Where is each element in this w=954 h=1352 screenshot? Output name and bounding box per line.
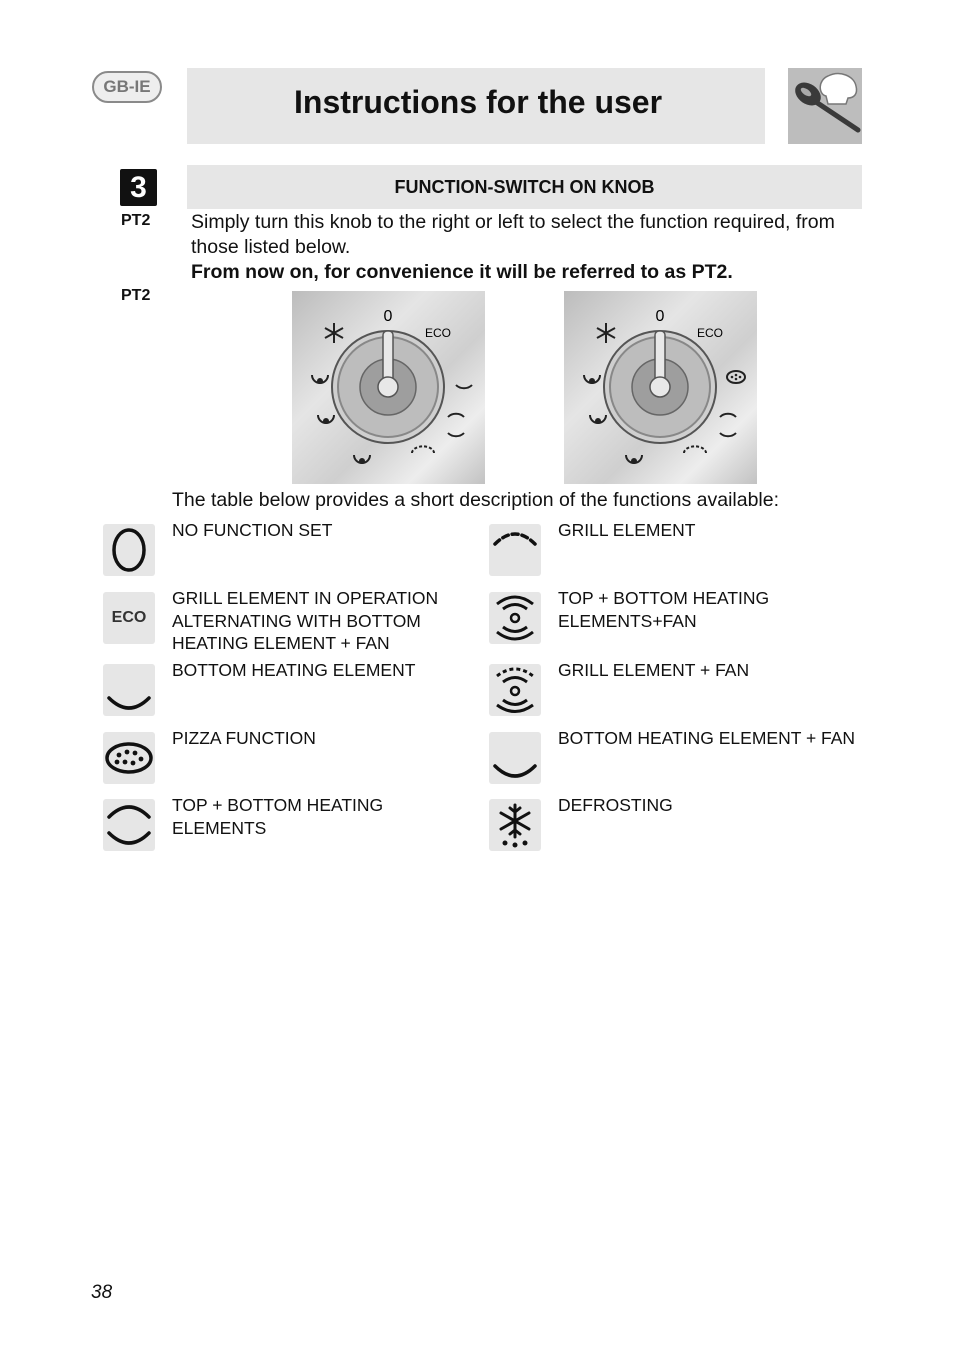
chapter-number: 3 bbox=[120, 169, 157, 206]
function-label: NO FUNCTION SET bbox=[172, 520, 333, 540]
page-title: Instructions for the user bbox=[294, 84, 663, 120]
side-label-pt2: PT2 bbox=[121, 212, 151, 229]
function-label: BOTTOM HEATING ELEMENT + FAN bbox=[558, 728, 856, 748]
description-text: Simply turn this knob to the right or left to select the function required, from those listed below. bbox=[191, 211, 835, 258]
function-label: PIZZA FUNCTION bbox=[172, 728, 316, 748]
knob-top-label: 0 bbox=[655, 308, 665, 325]
page-header bbox=[187, 68, 765, 144]
section-description bbox=[191, 210, 871, 285]
top-bottom-fan-icon bbox=[489, 592, 541, 644]
function-label: TOP + BOTTOM HEATING ELEMENTS bbox=[172, 795, 384, 838]
function-label: GRILL ELEMENT + FAN bbox=[558, 660, 750, 680]
bottom-element-icon bbox=[103, 664, 155, 716]
spoon-chef-hat-icon bbox=[788, 68, 862, 144]
function-label: DEFROSTING bbox=[558, 795, 673, 815]
grill-element-icon bbox=[684, 446, 706, 453]
top-bottom-icon bbox=[448, 414, 464, 417]
grill-element-icon bbox=[489, 524, 541, 576]
function-label: BOTTOM HEATING ELEMENT bbox=[172, 660, 416, 680]
knob-panel-1 bbox=[292, 291, 485, 484]
no-function-icon bbox=[103, 524, 155, 576]
function-label: GRILL ELEMENT bbox=[558, 520, 696, 540]
function-label: GRILL ELEMENT IN OPERATION ALTERNATING WITH BOTTOM HEATING ELEMENT + FAN bbox=[172, 588, 439, 653]
knob-top-label: 0 bbox=[383, 308, 393, 325]
eco-icon bbox=[103, 592, 155, 644]
table-intro: The table below provides a short description of the functions available: bbox=[172, 489, 780, 511]
page-number: 38 bbox=[91, 1282, 113, 1303]
top-bottom-icon bbox=[720, 414, 736, 417]
language-badge: GB-IE bbox=[92, 71, 162, 103]
function-label: TOP + BOTTOM HEATING ELEMENTS+FAN bbox=[558, 588, 770, 631]
eco-icon-text: ECO bbox=[111, 609, 147, 626]
section-heading: FUNCTION-SWITCH ON KNOB bbox=[187, 165, 862, 209]
note-text: From now on, for convenience it will be referred to as PT2. bbox=[191, 261, 733, 283]
grill-element-icon bbox=[412, 446, 434, 453]
knob-eco-label: ECO bbox=[424, 326, 452, 340]
knob-eco-label: ECO bbox=[696, 326, 724, 340]
grill-fan-icon bbox=[489, 664, 541, 716]
knob-panel-2 bbox=[564, 291, 757, 484]
pizza-icon bbox=[727, 371, 745, 383]
top-bottom-icon bbox=[103, 799, 155, 851]
side-label-pt2: PT2 bbox=[121, 287, 151, 304]
defrost-icon bbox=[325, 323, 343, 343]
defrost-icon bbox=[489, 799, 541, 851]
defrost-icon bbox=[597, 323, 615, 343]
pizza-icon bbox=[103, 732, 155, 784]
bottom-element-icon bbox=[456, 385, 472, 388]
bottom-fan-icon bbox=[489, 732, 541, 784]
